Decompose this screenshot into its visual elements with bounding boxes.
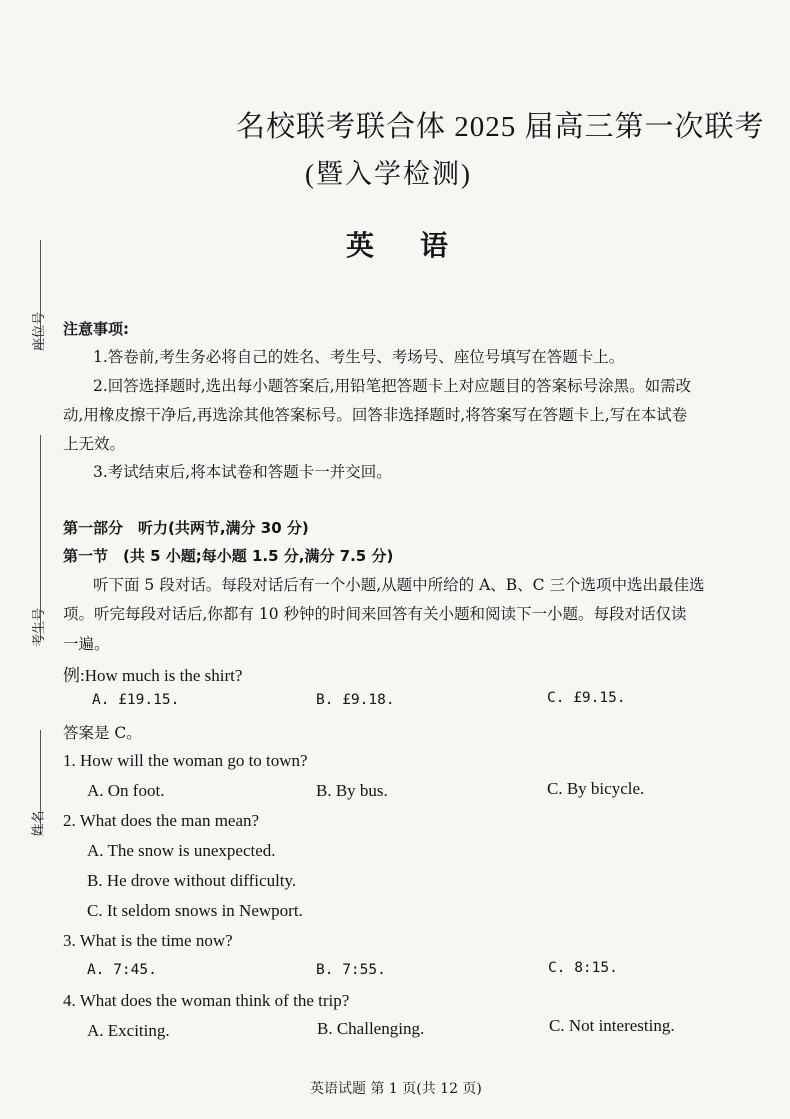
name-label: 姓名	[31, 810, 47, 837]
q4-option-b: B. Challenging.	[317, 1019, 425, 1038]
question-2: 2. What does the man mean?	[63, 811, 260, 830]
example-question: 例:How much is the shirt?	[63, 666, 243, 685]
q3-option-c: C. 8:15.	[548, 960, 618, 976]
q2-option-c: C. It seldom snows in Newport.	[87, 901, 303, 920]
instruction-line: 听下面 5 段对话。每段对话后有一个小题,从题中所给的 A、B、C 三个选项中选出最佳选	[93, 576, 705, 594]
section-heading: 第一节 (共 5 小题;每小题 1.5 分,满分 7.5 分)	[63, 547, 394, 565]
q2-option-b: B. He drove without difficulty.	[87, 871, 297, 890]
exam-title: 名校联考联合体 2025 届高三第一次联考	[236, 111, 765, 143]
example-option-b: B. £9.18.	[316, 692, 395, 708]
seat-number-label: 座位号	[32, 311, 48, 352]
q3-option-b: B. 7:55.	[316, 962, 386, 978]
page-footer: 英语试题 第 1 页(共 12 页)	[310, 1081, 482, 1097]
q4-option-a: A. Exciting.	[87, 1021, 170, 1040]
notice-item: 1.答卷前,考生务必将自己的姓名、考生号、考场号、座位号填写在答题卡上。	[93, 348, 625, 366]
example-option-a: A. £19.15.	[92, 692, 180, 708]
instruction-line: 一遍。	[63, 635, 110, 653]
notice-item: 2.回答选择题时,选出每小题答案后,用铅笔把答题卡上对应题目的答案标号涂黑。如需改	[93, 377, 692, 395]
q3-option-a: A. 7:45.	[87, 962, 157, 978]
notice-item: 动,用橡皮擦干净后,再选涂其他答案标号。回答非选择题时,将答案写在答题卡上,写在本试卷	[63, 406, 688, 424]
notice-heading: 注意事项:	[63, 320, 129, 338]
q2-option-a: A. The snow is unexpected.	[87, 841, 276, 860]
subject-title: 英语	[346, 229, 495, 262]
example-option-c: C. £9.15.	[547, 690, 626, 706]
question-4: 4. What does the woman think of the trip?	[63, 991, 350, 1010]
notice-item: 3.考试结束后,将本试卷和答题卡一并交回。	[93, 463, 392, 481]
example-answer: 答案是 C。	[63, 724, 142, 742]
part-heading: 第一部分 听力(共两节,满分 30 分)	[63, 519, 309, 537]
exam-subtitle: (暨入学检测)	[305, 159, 472, 189]
student-number-label: 考生号	[32, 607, 48, 648]
q1-option-b: B. By bus.	[316, 781, 388, 800]
question-1: 1. How will the woman go to town?	[63, 751, 308, 770]
question-3: 3. What is the time now?	[63, 931, 233, 950]
q4-option-c: C. Not interesting.	[549, 1016, 675, 1035]
q1-option-c: C. By bicycle.	[547, 779, 645, 798]
notice-item: 上无效。	[63, 435, 126, 453]
q1-option-a: A. On foot.	[87, 781, 165, 800]
instruction-line: 项。听完每段对话后,你都有 10 秒钟的时间来回答有关小题和阅读下一小题。每段对话仅读	[63, 605, 687, 623]
